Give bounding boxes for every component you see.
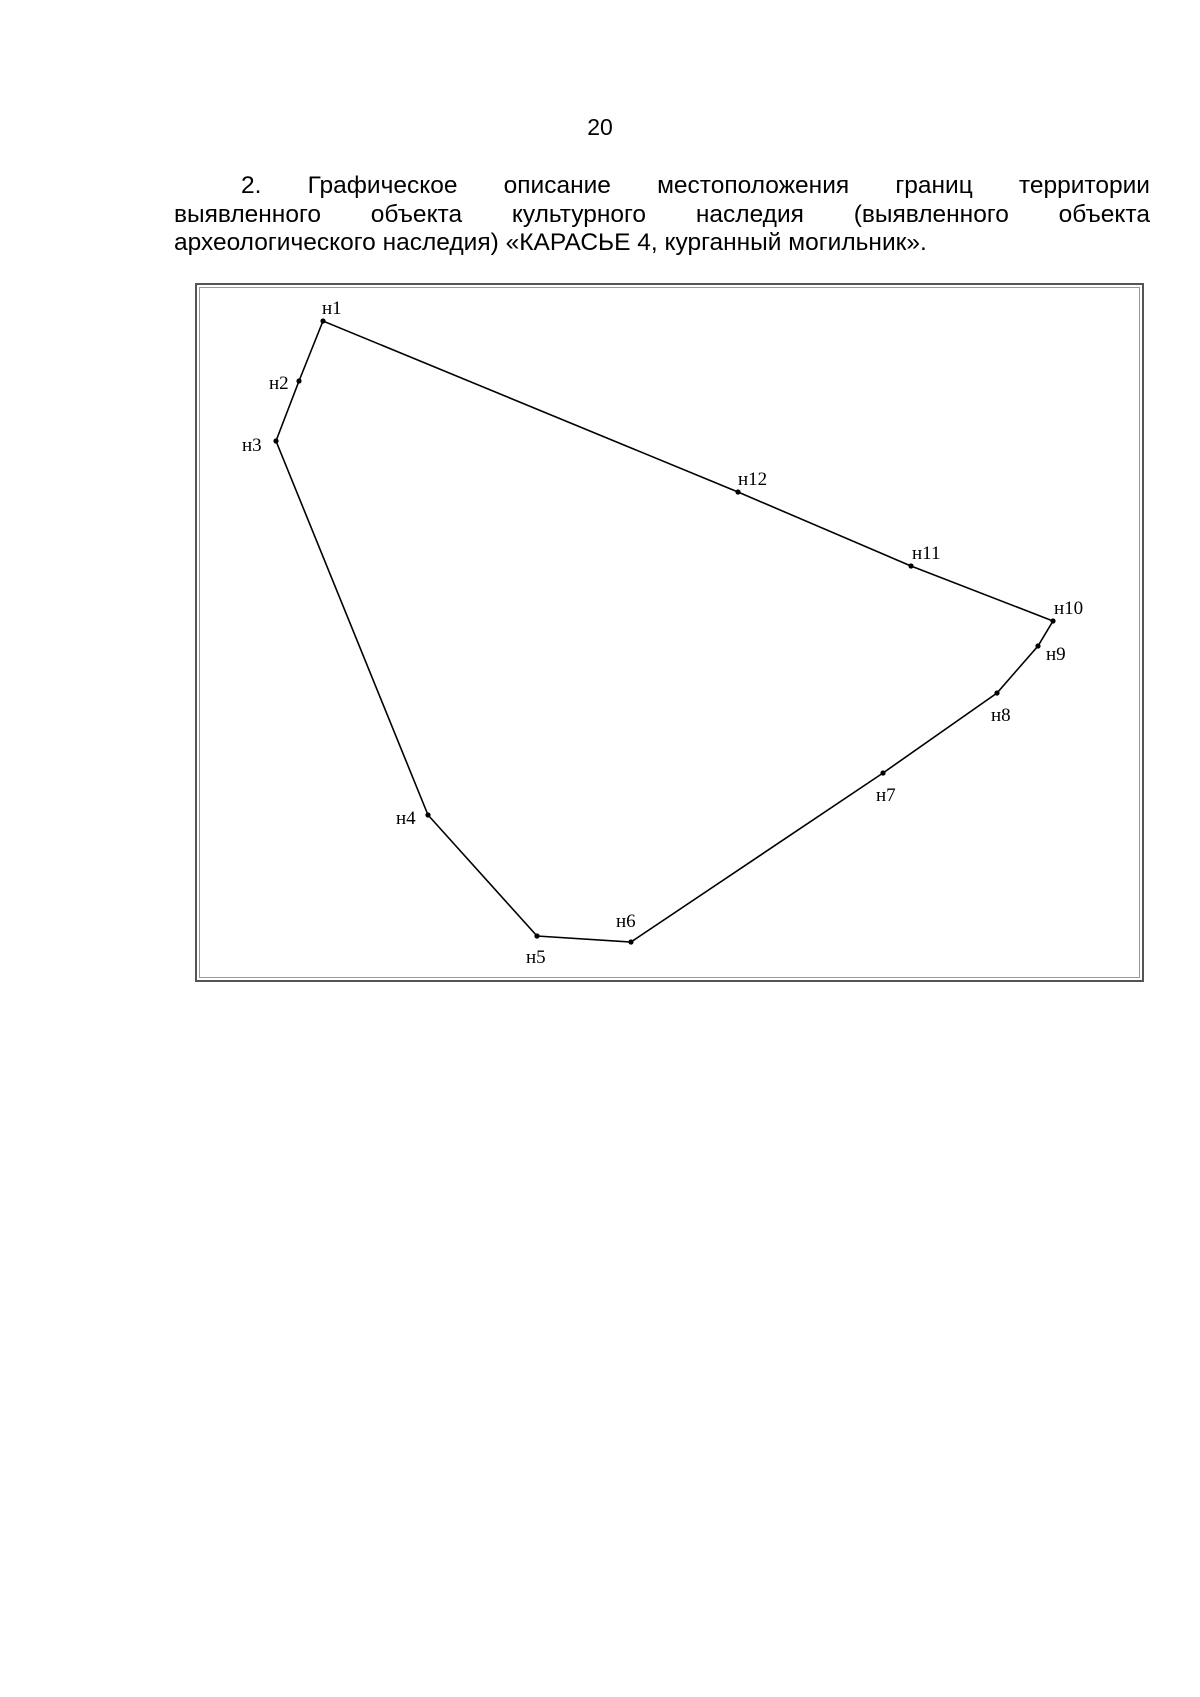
heading-line-1: 2. Графическое описание местоположения границ территории bbox=[241, 172, 1150, 199]
boundary-point-label: н12 bbox=[738, 469, 768, 490]
boundary-point-marker bbox=[296, 378, 301, 383]
boundary-point-11 bbox=[908, 543, 940, 569]
boundary-point-marker bbox=[880, 770, 885, 775]
heading-line-2: выявленного объекта культурного наследия (выявленного объекта bbox=[174, 200, 1150, 228]
boundary-point-marker bbox=[1035, 643, 1040, 648]
boundary-point-label: н10 bbox=[1054, 598, 1084, 619]
boundary-points bbox=[242, 298, 1083, 968]
heading-line-3: археологического наследия) «КАРАСЬЕ 4, курганный могильник». bbox=[174, 229, 927, 256]
boundary-point-label: н2 bbox=[269, 373, 289, 394]
boundary-point-label: н6 bbox=[616, 911, 636, 932]
boundary-point-marker bbox=[425, 812, 430, 817]
boundary-point-marker bbox=[735, 489, 740, 494]
boundary-point-marker bbox=[534, 933, 539, 938]
boundary-point-9 bbox=[1035, 643, 1065, 665]
boundary-point-label: н1 bbox=[322, 298, 342, 319]
boundary-point-6 bbox=[616, 911, 636, 945]
boundary-point-5 bbox=[526, 933, 546, 968]
page-number: 20 bbox=[587, 114, 613, 140]
boundary-point-label: н11 bbox=[912, 543, 941, 564]
boundary-polygon bbox=[276, 321, 1053, 942]
boundary-point-marker bbox=[273, 438, 278, 443]
boundary-point-3 bbox=[242, 435, 279, 456]
boundary-point-label: н3 bbox=[242, 435, 262, 456]
boundary-point-10 bbox=[1050, 598, 1083, 624]
boundary-point-marker bbox=[994, 690, 999, 695]
boundary-point-label: н7 bbox=[876, 785, 896, 806]
boundary-point-label: н5 bbox=[526, 947, 546, 968]
boundary-point-label: н8 bbox=[991, 705, 1011, 726]
boundary-point-4 bbox=[396, 808, 431, 829]
boundary-point-marker bbox=[628, 939, 633, 944]
boundary-point-marker bbox=[908, 563, 913, 568]
boundary-point-1 bbox=[320, 298, 341, 324]
boundary-point-2 bbox=[269, 373, 302, 394]
boundary-point-label: н9 bbox=[1046, 644, 1066, 665]
boundary-point-12 bbox=[735, 469, 767, 495]
boundary-point-marker bbox=[320, 318, 325, 323]
boundary-point-marker bbox=[1050, 618, 1055, 623]
boundary-point-label: н4 bbox=[396, 808, 416, 829]
